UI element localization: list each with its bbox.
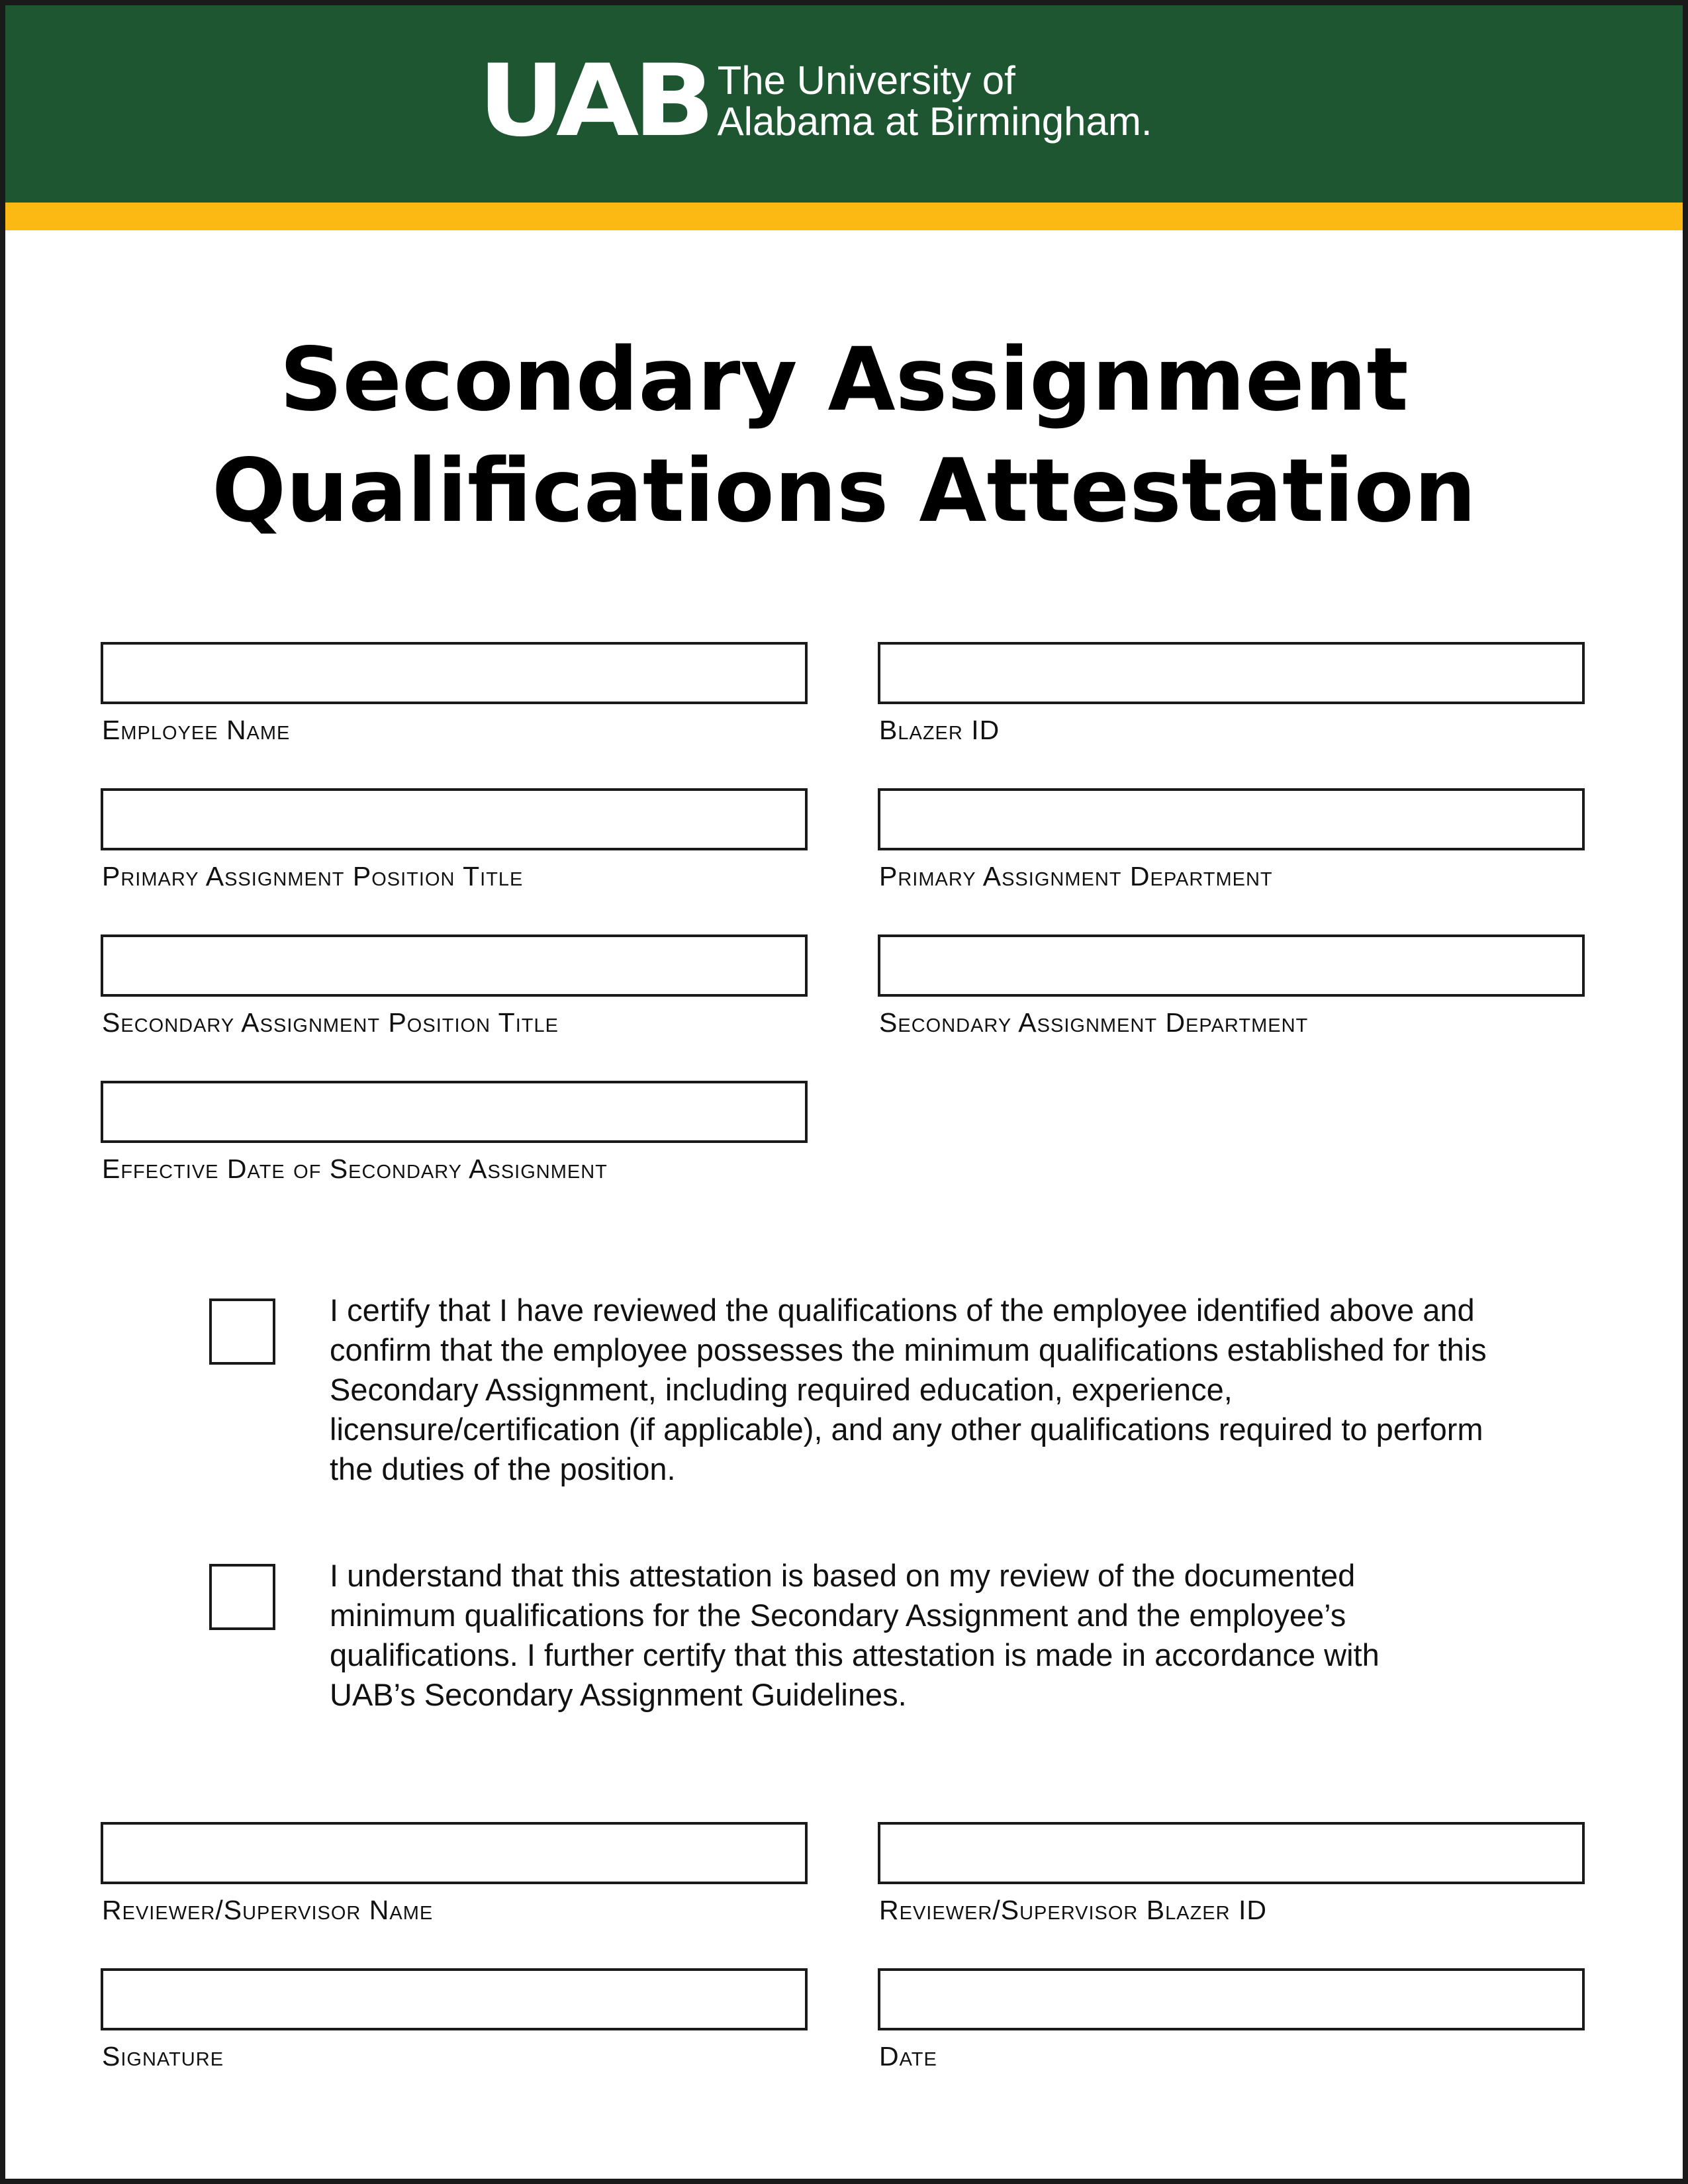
logo-line-2: Alabama at Birmingham. — [717, 99, 1152, 144]
gold-stripe — [5, 203, 1683, 230]
understand-checkbox[interactable] — [209, 1564, 275, 1630]
logo-wordmark — [718, 60, 1152, 142]
date-field[interactable] — [878, 1968, 1585, 2030]
secondary-department-field[interactable] — [878, 934, 1585, 997]
certify-statement: I certify that I have reviewed the qualifications of the employee identified above and confirm that the employee possesses the minimum qualifications established for this Secondary Assignment, including required education, experience, licensure/certification (if applicable), and any other qualifications required to perform the duties of the position. — [330, 1293, 1487, 1486]
effective-date-field[interactable] — [101, 1081, 808, 1143]
uab-logo — [478, 44, 1152, 159]
employee-name-field[interactable] — [101, 642, 808, 704]
signature-label: Signature — [102, 2041, 224, 2071]
reviewer-name-label: Reviewer/Supervisor Name — [102, 1895, 434, 1925]
primary-department-label: Primary Assignment Department — [879, 861, 1273, 891]
certify-checkbox[interactable] — [209, 1298, 275, 1365]
secondary-position-title-field[interactable] — [101, 934, 808, 997]
blazer-id-label: Blazer ID — [879, 715, 1000, 745]
reviewer-blazer-id-label: Reviewer/Supervisor Blazer ID — [879, 1895, 1267, 1925]
title-line-2: Qualifications Attestation — [211, 440, 1477, 542]
primary-position-title-field[interactable] — [101, 788, 808, 850]
signature-field[interactable] — [101, 1968, 808, 2030]
primary-department-field[interactable] — [878, 788, 1585, 850]
title-line-1: Secondary Assignment — [279, 329, 1409, 431]
effective-date-label: Effective Date of Secondary Assignment — [102, 1154, 608, 1184]
reviewer-name-field[interactable] — [101, 1822, 808, 1884]
blazer-id-field[interactable] — [878, 642, 1585, 704]
date-label: Date — [879, 2041, 937, 2071]
understand-statement: I understand that this attestation is based on my review of the documented minimum qualifications for the Secondary Assignment and the employee’s qualifications. I further certify that this attestation is made in accordance with UAB’s Secondary Assignment Guidelines. — [330, 1558, 1380, 1712]
primary-position-title-label: Primary Assignment Position Title — [102, 861, 524, 891]
logo-line-1: The University of — [717, 58, 1015, 103]
employee-name-label: Employee Name — [102, 715, 291, 745]
reviewer-blazer-id-field[interactable] — [878, 1822, 1585, 1884]
secondary-position-title-label: Secondary Assignment Position Title — [102, 1007, 559, 1038]
page-title — [0, 324, 1688, 547]
secondary-department-label: Secondary Assignment Department — [879, 1007, 1309, 1038]
logo-mark: UAB — [478, 44, 710, 159]
